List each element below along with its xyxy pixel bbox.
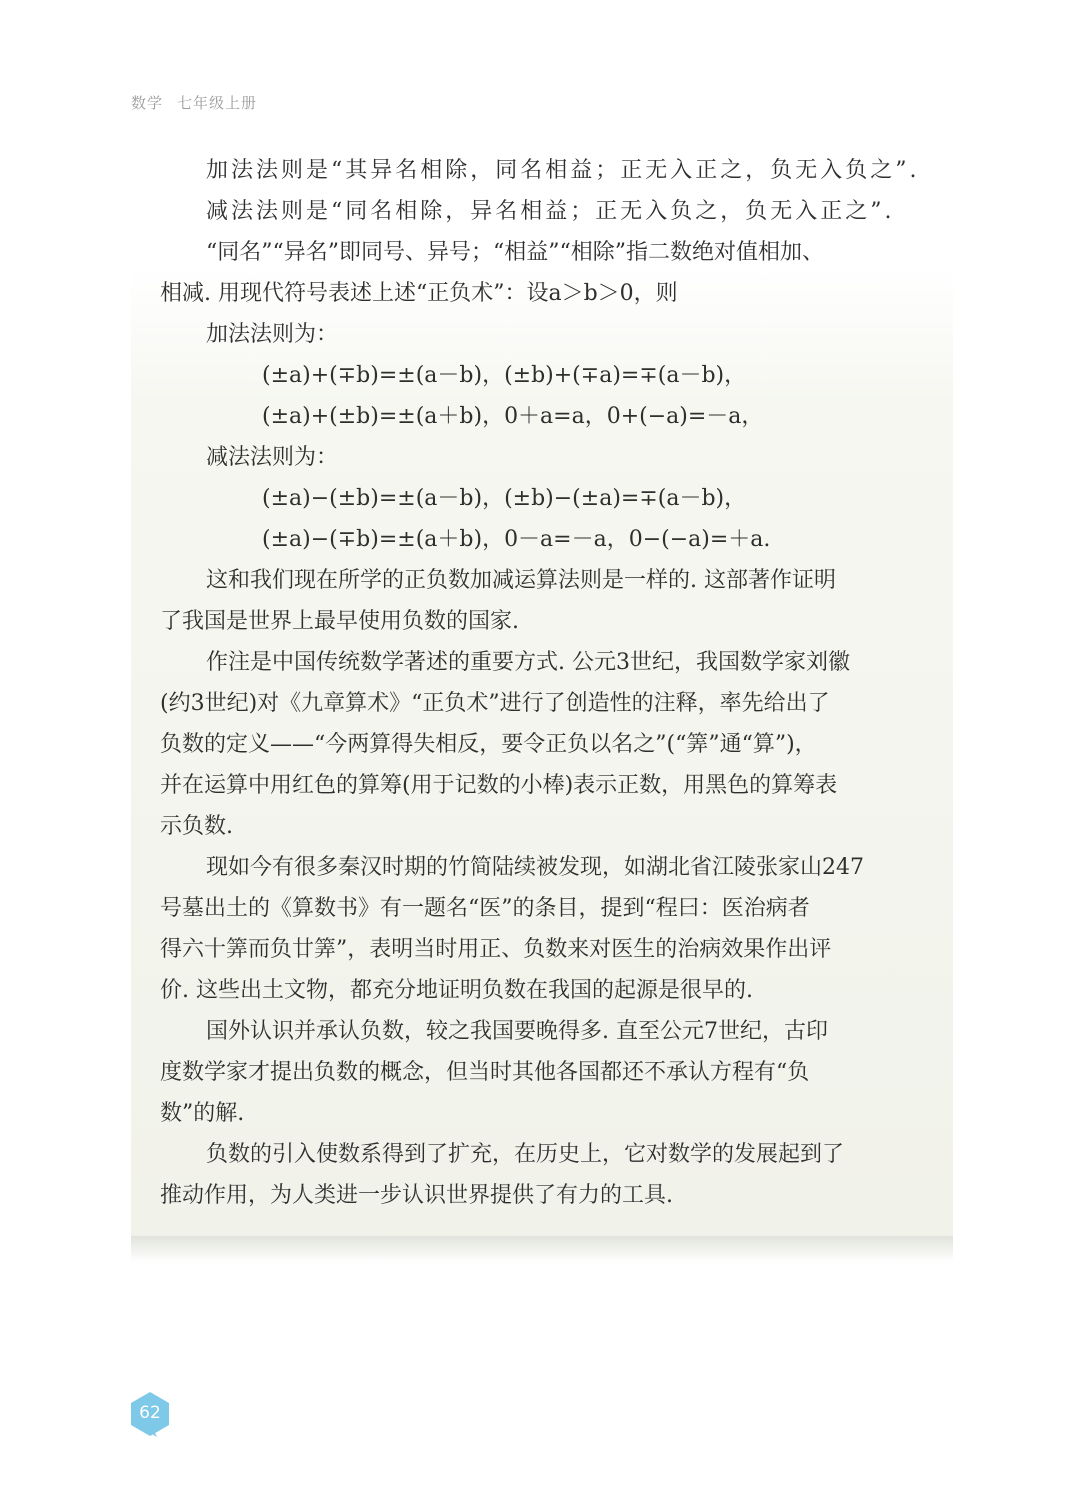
text-line: 示负数. bbox=[160, 814, 233, 839]
formula-line: (±a)−(∓b)=±(a＋b)，0－a=－a，0−(−a)=＋a. bbox=[262, 527, 771, 552]
text-line: 价. 这些出土文物，都充分地证明负数在我国的起源是很早的. bbox=[160, 978, 753, 1003]
text-line: 度数学家才提出负数的概念，但当时其他各国都还不承认方程有“负 bbox=[160, 1060, 810, 1085]
text-line: 了我国是世界上最早使用负数的国家. bbox=[160, 609, 519, 634]
formula-line: (±a)−(±b)=±(a－b)，(±b)−(±a)=∓(a－b)， bbox=[262, 486, 747, 511]
text-line: 加法法则为： bbox=[206, 322, 339, 347]
header-subject: 数学 bbox=[131, 94, 164, 112]
text-line: 得六十筭而负廿筭”，表明当时用正、负数来对医生的治病效果作出评 bbox=[160, 937, 832, 962]
main-text bbox=[160, 150, 925, 1216]
text-line: 号墓出土的《算数书》有一题名“医”的条目，提到“程曰：医治病者 bbox=[160, 896, 810, 921]
text-line: 作注是中国传统数学著述的重要方式. 公元3世纪，我国数学家刘徽 bbox=[206, 650, 850, 675]
formula-line: (±a)+(±b)=±(a＋b)，0＋a=a，0+(−a)=－a， bbox=[262, 404, 764, 429]
page-number: 62 bbox=[139, 1403, 161, 1423]
running-header bbox=[131, 92, 257, 113]
text-line: 减法法则为： bbox=[206, 445, 339, 470]
reading-panel-shadow bbox=[131, 1236, 953, 1262]
formula-line: (±a)+(∓b)=±(a－b)，(±b)+(∓a)=∓(a－b)， bbox=[262, 363, 747, 388]
text-line: 加法法则是“其异名相除，同名相益；正无入正之，负无入负之”. bbox=[206, 158, 920, 183]
text-line: 负数的引入使数系得到了扩充，在历史上，它对数学的发展起到了 bbox=[206, 1142, 845, 1167]
text-line: 负数的定义——“今两算得失相反，要令正负以名之”(“筭”通“算”)， bbox=[160, 732, 817, 757]
text-line: 相减. 用现代符号表述上述“正负术”：设a＞b＞0，则 bbox=[160, 281, 678, 306]
text-line: 减法法则是“同名相除，异名相益；正无入负之，负无入正之”. bbox=[206, 199, 895, 224]
text-line: “同名”“异名”即同号、异号；“相益”“相除”指二数绝对值相加、 bbox=[206, 240, 824, 265]
text-line: 并在运算中用红色的算筹(用于记数的小棒)表示正数，用黑色的算筹表 bbox=[160, 773, 838, 798]
header-grade: 七年级上册 bbox=[177, 94, 258, 112]
text-line: 这和我们现在所学的正负数加减运算法则是一样的. 这部著作证明 bbox=[206, 568, 836, 593]
text-line: 国外认识并承认负数，较之我国要晚得多. 直至公元7世纪，古印 bbox=[206, 1019, 828, 1044]
text-line: (约3世纪)对《九章算术》“正负术”进行了创造性的注释，率先给出了 bbox=[160, 691, 830, 716]
text-line: 推动作用，为人类进一步认识世界提供了有力的工具. bbox=[160, 1183, 673, 1208]
text-line: 数”的解. bbox=[160, 1101, 245, 1126]
text-line: 现如今有很多秦汉时期的竹简陆续被发现，如湖北省江陵张家山247 bbox=[206, 855, 864, 880]
